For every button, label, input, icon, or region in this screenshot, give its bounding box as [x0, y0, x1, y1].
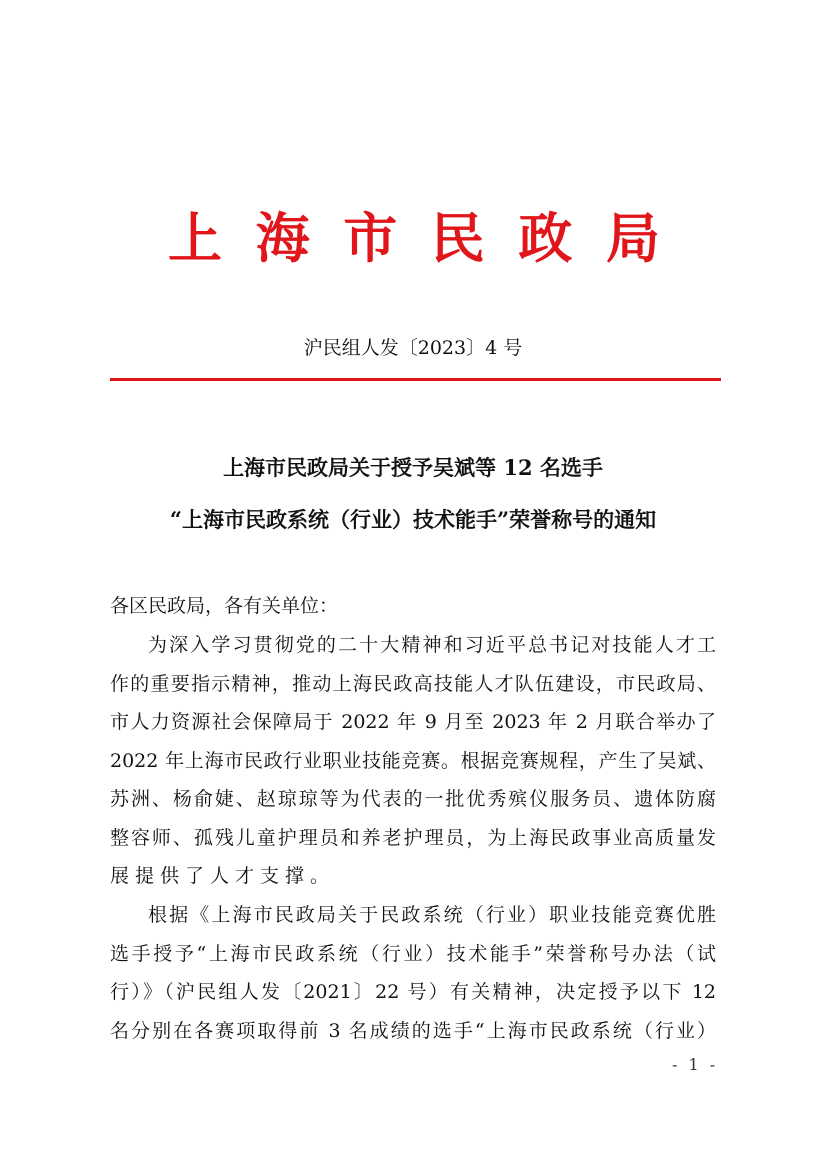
- body-line: 展提供了人才支撑。: [110, 865, 336, 887]
- red-divider: [110, 378, 721, 381]
- salutation: 各区民政局，各有关单位：: [110, 595, 339, 617]
- body-line: 选手授予“上海市民政系统（行业）技术能手”荣誉称号办法（试: [110, 943, 716, 965]
- body-line: 名分别在各赛项取得前 3 名成绩的选手“上海市民政系统（行业）: [110, 1020, 716, 1042]
- page-number: - 1 -: [672, 1055, 719, 1074]
- body-line: 市人力资源社会保障局于 2022 年 9 月至 2023 年 2 月联合举办了: [110, 711, 716, 733]
- notice-title-line-1: 上海市民政局关于授予吴斌等 12 名选手: [223, 455, 603, 480]
- body-line: 行）》（沪民组人发〔2021〕22 号）有关精神，决定授予以下 12: [110, 981, 716, 1003]
- notice-title-line-2: “上海市民政系统（行业）技术能手”荣誉称号的通知: [169, 507, 657, 532]
- body-line: 为深入学习贯彻党的二十大精神和习近平总书记对技能人才工: [148, 634, 716, 656]
- body-line: 根据《上海市民政局关于民政系统（行业）职业技能竞赛优胜: [148, 904, 716, 926]
- letterhead-title: 上海市民政局: [168, 206, 660, 270]
- document-number: 沪民组人发〔2023〕4 号: [303, 337, 523, 359]
- body-line: 2022 年上海市民政行业职业技能竞赛。根据竞赛规程，产生了吴斌、: [110, 750, 716, 772]
- body-line: 作的重要指示精神，推动上海民政高技能人才队伍建设，市民政局、: [110, 673, 716, 695]
- body-line: 整容师、孤残儿童护理员和养老护理员，为上海民政事业高质量发: [110, 827, 716, 849]
- body-line: 苏洲、杨俞婕、赵琼琼等为代表的一批优秀殡仪服务员、遗体防腐: [110, 788, 716, 810]
